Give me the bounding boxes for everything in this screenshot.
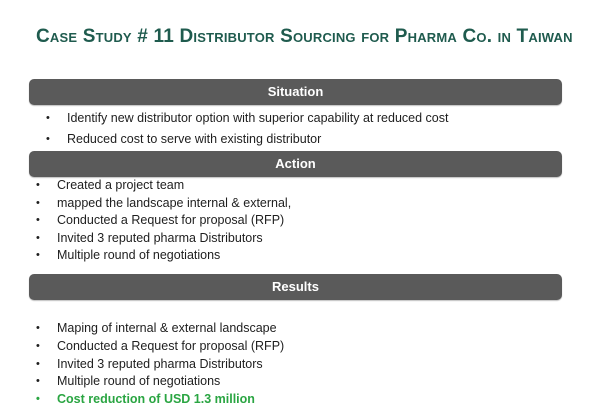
bullet-icon: • (36, 179, 40, 191)
results-header-bar: Results (29, 274, 562, 300)
bullet-icon: • (36, 214, 40, 227)
list-item-text: mapped the landscape internal & external, (57, 195, 292, 210)
list-item-text: Conducted a Request for proposal (RFP) (57, 213, 285, 228)
list-item-text: Reduced cost to serve with existing distributor (67, 132, 322, 146)
list-item (36, 195, 291, 213)
results-list (36, 320, 284, 409)
list-item-text: Maping of internal & external landscape (57, 321, 277, 335)
bullet-icon: • (36, 249, 40, 262)
page-title: Case Study # 11 Distributor Sourcing for Pharma Co. in Taiwan (36, 26, 573, 47)
action-header-bar: Action (29, 151, 562, 177)
list-item (36, 338, 284, 356)
list-item (36, 177, 291, 195)
bullet-icon: • (36, 393, 40, 406)
list-item-text: Invited 3 reputed pharma Distributors (57, 230, 263, 245)
cost-reduction-text: Cost reduction of USD 1.3 million (57, 392, 255, 407)
list-item (36, 247, 291, 265)
list-item-text: Conducted a Request for proposal (RFP) (57, 338, 285, 353)
bullet-icon: • (36, 231, 40, 244)
action-list (36, 177, 291, 265)
list-item (46, 130, 448, 151)
bullet-icon: • (36, 196, 40, 209)
bullet-icon: • (46, 133, 50, 145)
bullet-icon: • (36, 339, 40, 352)
bullet-icon: • (36, 322, 40, 334)
list-item-text: Invited 3 reputed pharma Distributors (57, 356, 263, 371)
list-item (36, 230, 291, 248)
list-item (36, 356, 284, 374)
list-item (46, 109, 448, 130)
bullet-icon: • (46, 112, 50, 124)
list-item-text: Created a project team (57, 178, 185, 192)
bullet-icon: • (36, 357, 40, 370)
situation-list (46, 109, 448, 151)
bullet-icon: • (36, 375, 40, 388)
list-item-text: Identify new distributor option with superior capability at reduced cost (67, 111, 449, 125)
list-item-text: Multiple round of negotiations (57, 248, 221, 263)
highlight-result-item (36, 391, 284, 409)
list-item (36, 373, 284, 391)
list-item-text: Multiple round of negotiations (57, 374, 221, 389)
situation-header-bar: Situation (29, 79, 562, 105)
list-item (36, 320, 284, 338)
list-item (36, 212, 291, 230)
